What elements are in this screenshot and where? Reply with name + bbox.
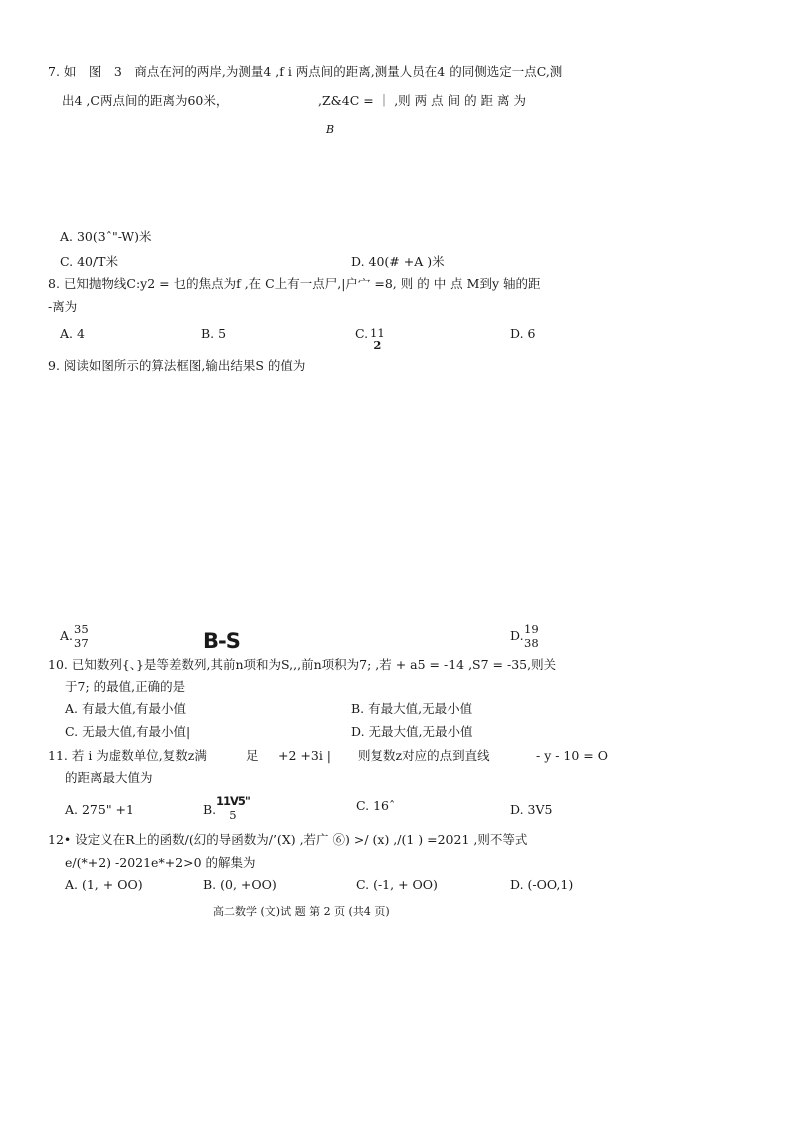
q10-option-a: A. 有最大值,有最小值 xyxy=(65,701,186,716)
q12-option-c: C. (-1, + OO) xyxy=(356,877,438,892)
q12-line2: e/(*+2) -2021e*+2>0 的解集为 xyxy=(65,855,256,870)
q11-line1-part1: 11. 若 i 为虚数单位,复数z满 xyxy=(48,748,207,763)
q12-option-b: B. (0, +OO) xyxy=(203,877,277,892)
q7-option-a: A. 30(3ˆ"-W)米 xyxy=(60,229,152,244)
q9-option-d-label: D. xyxy=(510,628,524,643)
q8-line1: 8. 已知抛物线C:y2 = 乜的焦点为f ,在 C上有一点尸,|户宀 =8, 则 的 中 点 M到y 轴的距 xyxy=(48,276,541,291)
q8-option-c-denominator: 2 xyxy=(373,338,382,353)
q8-option-c-label: C. xyxy=(355,326,369,341)
q9-option-a-numerator: 35 xyxy=(74,622,89,636)
q10-line1: 10. 已知数列{、}是等差数列,其前n项和为S,,,前n项积为7; ,若 + a5 = -14 ,S7 = -35,则关 xyxy=(48,657,557,672)
q12-option-a: A. (1, + OO) xyxy=(65,877,143,892)
q11-line2: 的距离最大值为 xyxy=(65,770,153,785)
q9-option-d-fraction xyxy=(524,622,539,651)
q7-line2: 出4 ,C两点间的距离为60米， xyxy=(62,93,229,108)
q7-option-d: D. 40(# +A )米 xyxy=(351,254,445,269)
q11-line1-part4: 则复数z对应的点到直线 xyxy=(358,748,490,763)
q8-option-d: D. 6 xyxy=(510,326,536,341)
q8-option-b: B. 5 xyxy=(201,326,227,341)
q10-option-d: D. 无最大值,无最小值 xyxy=(351,724,473,739)
q9-line1: 9. 阅读如图所示的算法框图,输出结果S 的值为 xyxy=(48,358,306,373)
q11-option-b-numerator: 11V5" xyxy=(216,794,250,808)
page-footer: 高二数学 (文)试 题 第 2 页 (共4 页) xyxy=(213,905,390,918)
q11-option-b-label: B. xyxy=(203,802,217,817)
q9-option-a-fraction xyxy=(74,622,89,651)
q11-line1-part2: 足 xyxy=(246,748,259,763)
q11-line1-part5: - y - 10 = O xyxy=(536,748,609,763)
q11-option-b-fraction xyxy=(216,794,250,823)
q11-option-b-denominator: 5 xyxy=(229,808,237,823)
q10-option-b: B. 有最大值,无最小值 xyxy=(351,701,473,716)
q11-line1-part3: +2 +3i | xyxy=(278,748,332,763)
q9-option-a-denominator: 37 xyxy=(74,636,89,651)
q10-line2: 于7; 的最值,正确的是 xyxy=(65,679,186,694)
q7-figure-label: B xyxy=(326,123,335,136)
q8-line2: -离为 xyxy=(48,299,78,314)
q9-option-d-numerator: 19 xyxy=(524,622,539,636)
q8-option-a: A. 4 xyxy=(60,326,85,341)
q8-option-c-fraction xyxy=(370,326,385,353)
q12-line1: 12• 设定义在R上的函数/(幻的导函数为/’(X) ,若广 ⑥) >/ (x) ,/(1 ) =2021 ,则不等式 xyxy=(48,832,528,847)
q12-option-d: D. (-OO,1) xyxy=(510,877,574,892)
q7-line1: 7. 如 图 3 商点在河的两岸,为测量4 ,f i 两点间的距离,测量人员在4 的同侧选定一点C,测 xyxy=(48,64,563,79)
q9-option-a-label: A. xyxy=(60,628,74,643)
q9-option-b: B-S xyxy=(203,629,240,653)
q9-option-d-denominator: 38 xyxy=(524,636,539,651)
q10-option-c: C. 无最大值,有最小值| xyxy=(65,724,191,739)
q7-option-c: C. 40/T米 xyxy=(60,254,119,269)
q11-option-c: C. 16ˆ xyxy=(356,798,396,813)
q7-line2-continued: ,Z&4C = ｜ ,则 两 点 间 的 距 离 为 xyxy=(318,93,526,108)
q11-option-a: A. 275" +1 xyxy=(65,802,134,817)
q8-option-c-numerator: 11 xyxy=(370,326,385,340)
q11-option-d: D. 3V5 xyxy=(510,802,553,817)
